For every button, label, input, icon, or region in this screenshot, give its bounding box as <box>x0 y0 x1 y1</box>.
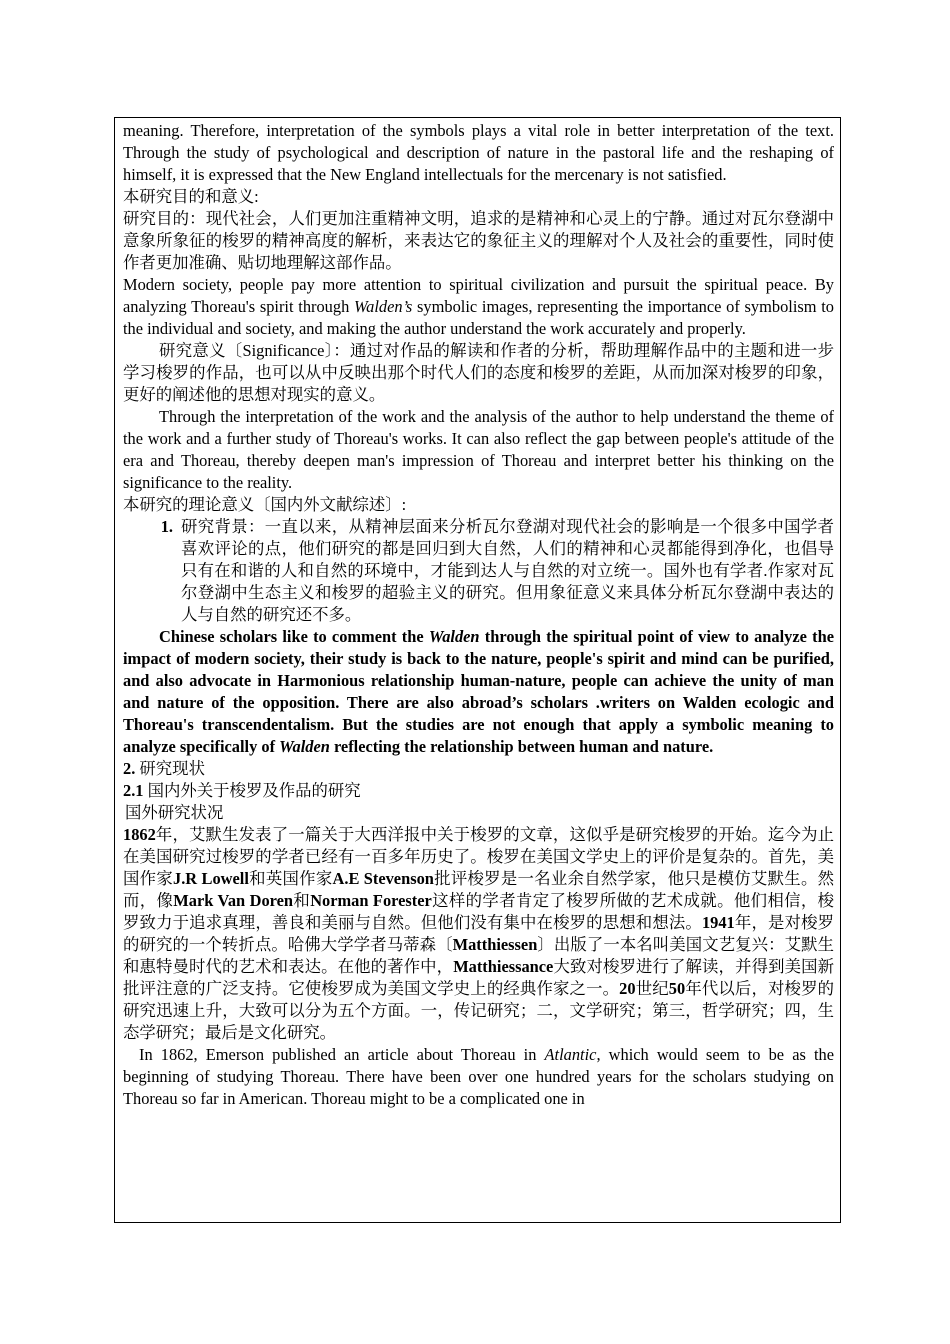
bold-name: Mark Van Doren <box>173 891 294 910</box>
bold-name: Matthiessance <box>453 957 554 976</box>
text-segment: symbolic images, representing the importance of symbolism to the individual and society, and making the author understand the work accurately and properly. <box>123 297 834 338</box>
heading-theory: 本研究的理论意义〔国内外文献综述〕: <box>123 495 407 514</box>
bold-name: Norman Forester <box>310 891 432 910</box>
heading-text: 国内外关于梭罗及作品的研究 <box>143 781 361 800</box>
bold-number: 20 <box>619 979 636 998</box>
text-segment: reflecting the relationship between human and nature. <box>329 737 714 756</box>
list-number: 1. <box>160 517 173 536</box>
text-segment: 和 <box>293 891 311 910</box>
heading-text: 研究现状 <box>135 759 205 778</box>
list-item-background <box>123 516 834 626</box>
text-segment: In 1862, Emerson published an article about Thoreau in <box>139 1045 545 1064</box>
text-segment: 和英国作家 <box>248 869 333 888</box>
heading-purpose: 本研究目的和意义: <box>123 187 259 206</box>
italic-walden: Walden <box>279 737 330 756</box>
text-segment: Chinese scholars like to comment the <box>159 627 429 646</box>
heading-foreign-research: 国外研究状况 <box>125 803 224 822</box>
paragraph-purpose-cn: 研究目的：现代社会，人们更加注重精神文明，追求的是精神和心灵上的宁静。通过对瓦尔登湖中意象所象征的梭罗的精神高度的解析，来表达它的象征主义的理解对个人及社会的重要性，同时使作者更加准确、贴切地理解这部作品。 <box>123 209 834 272</box>
text-segment: 年，艾默生发表了一篇关于大西洋报中关于梭罗的文章，这似乎是研究梭罗的开始。迄今为止在美国研究过梭罗的学者已经有一百多年历史了。梭罗在美国文学史上的评价是复杂的。首先，美国作家 <box>123 825 834 888</box>
heading-research-status <box>123 758 834 780</box>
text-segment: 年代以后，对梭罗的研究迅速上升，大致可以分为五个方面。一，传记研究；二，文学研究；第三，哲学研究；四，生态学研究；最后是文化研究。 <box>123 979 835 1042</box>
document-body <box>123 120 834 1110</box>
italic-atlantic: Atlantic <box>544 1045 597 1064</box>
paragraph-purpose-en <box>123 274 834 340</box>
paragraph-foreign-research-cn <box>123 824 834 1044</box>
bold-name: A.E Stevenson <box>332 869 434 888</box>
paragraph-significance-cn: 研究意义〔Significance〕：通过对作品的解读和作者的分析，帮助理解作品中的主题和进一步学习梭罗的作品，也可以从中反映出那个时代人们的态度和梭罗的差距，从而加深对梭罗的印象，更好的阐述他的思想对现实的意义。 <box>123 341 834 404</box>
paragraph-meaning: meaning. Therefore, interpretation of the symbols plays a vital role in better interpretation of the text. Through the study of psychological and description of nature in the pastoral life and the reshaping of himself, it is expressed that the New England intellectuals for the mercenary is not satisfied. <box>123 121 834 184</box>
bold-name: J.R Lowell <box>173 869 249 888</box>
text-segment: 批评梭罗是一名业余自然学家，他只是模仿艾默生。然而，像 <box>123 869 835 910</box>
text-segment: through the spiritual point of view to analyze the impact of modern society, their study is back to the nature, people's spirit and mind can be purified, and also advocate in Harmonious relationship human-nature, people can achieve the unity of man and nature of the opposition. There are also abroad’s scholars .writers on Walden ecologic and Thoreau's transcendentalism. But the studies are not enough that apply a symbolic meaning to analyze specifically of <box>123 627 834 756</box>
bold-year: 1862 <box>123 825 156 844</box>
bold-name: Matthiessen <box>452 935 538 954</box>
text-segment: , which would seem to be as the beginning of studying Thoreau. There have been over one hundred years for the scholars studying on Thoreau so far in American. Thoreau might to be a complicated one in <box>123 1045 834 1108</box>
page-frame <box>114 117 841 1223</box>
bold-year: 1941 <box>701 913 735 932</box>
text-segment: 这样的学者肯定了梭罗所做的艺术成就。他们相信，梭罗致力于追求真理，善良和美丽与自然。但他们没有集中在梭罗的思想和想法。 <box>123 891 835 932</box>
paragraph-chinese-scholars <box>123 626 834 758</box>
paragraph-foreign-research-en <box>123 1044 834 1110</box>
heading-thoreau-research <box>123 780 834 802</box>
text-segment: 年，是对梭罗的研究的一个转折点。哈佛大学学者马蒂森〔 <box>123 913 835 954</box>
text-segment: 世纪 <box>635 979 669 998</box>
text-segment: 〕出版了一本名叫美国文艺复兴：艾默生和惠特曼时代的艺术和表达。在他的著作中， <box>123 935 835 976</box>
italic-walden: Walden’s <box>354 297 413 316</box>
paragraph-significance-en: Through the interpretation of the work and the analysis of the author to help understand the theme of the work and a further study of Thoreau's works. It can also reflect the gap between people's attitude of the era and Thoreau, thereby deepen man's impression of Thoreau and interpret better his thinking on the significance to the reality. <box>123 407 834 492</box>
heading-number: 2.1 <box>123 781 144 800</box>
text-segment: 大致对梭罗进行了解读，并得到美国新批评注意的广泛支持。它使梭罗成为美国文学史上的经典作家之一。 <box>123 957 835 998</box>
italic-walden: Walden <box>428 627 480 646</box>
bold-number: 50 <box>668 979 686 998</box>
heading-number: 2. <box>123 759 136 778</box>
text-segment: Modern society, people pay more attention to spiritual civilization and pursuit the spiritual peace. By analyzing Thoreau's spirit through <box>123 275 834 316</box>
list-text: 研究背景：一直以来，从精神层面来分析瓦尔登湖对现代社会的影响是一个很多中国学者喜欢评论的点，他们研究的都是回归到大自然，人们的精神和心灵都能得到净化，也倡导只有在和谐的人和自然的环境中，才能到达人与自然的对立统一。国外也有学者.作家对瓦尔登湖中生态主义和梭罗的超验主义的研究。但用象征意义来具体分析瓦尔登湖中表达的人与自然的研究还不多。 <box>181 517 834 624</box>
